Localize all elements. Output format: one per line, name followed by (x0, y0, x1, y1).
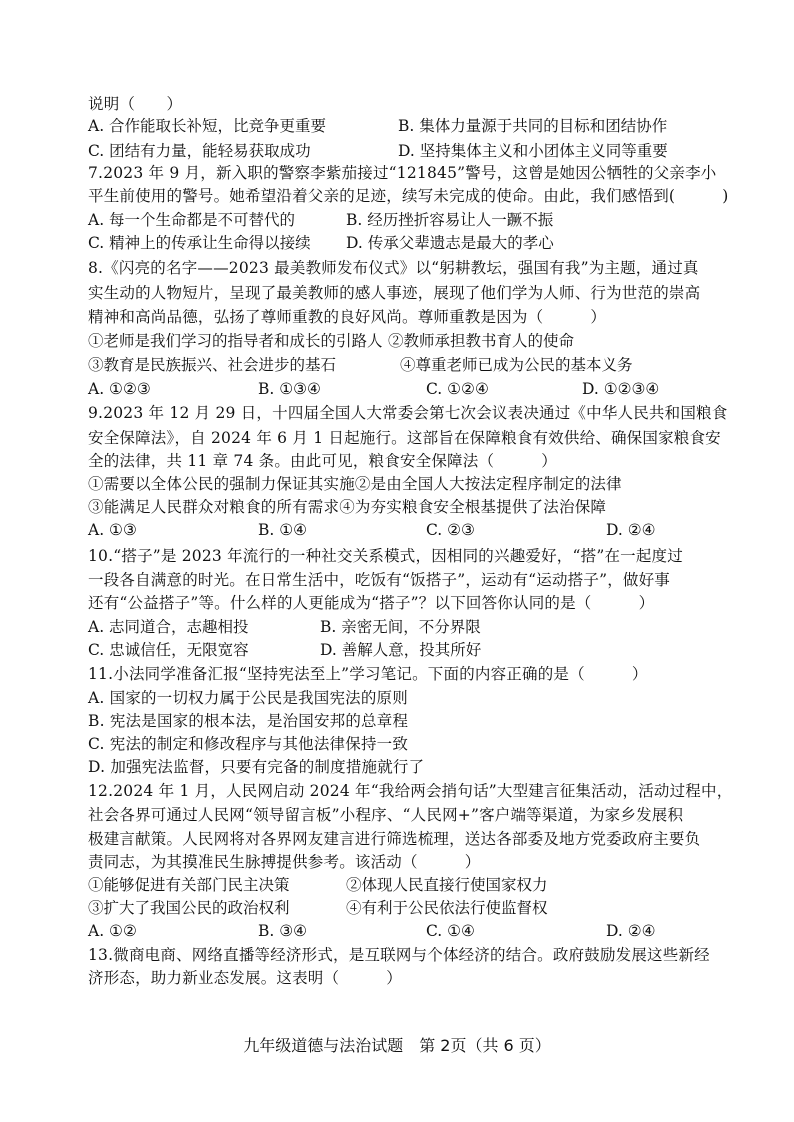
q12-stem-line2: 社会各界可通过人民网“领导留言板”小程序、“人民网+”客户端等渠道，为家乡发展积 (88, 806, 684, 824)
q9-option-c[interactable]: C. ②③ (426, 521, 475, 539)
q8-option-c[interactable]: C. ①②④ (426, 380, 489, 398)
q7-option-d[interactable]: D. 传承父辈遗志是最大的孝心 (346, 234, 554, 252)
q10-option-b[interactable]: B. 亲密无间，不分界限 (320, 618, 481, 636)
q6-option-d[interactable]: D. 坚持集体主义和小团体主义同等重要 (398, 142, 668, 160)
q12-statement-1: ①能够促进有关部门民主决策 (88, 876, 290, 894)
q12-statement-2: ②体现人民直接行使国家权力 (346, 876, 548, 894)
q7-stem-line2: 平生前使用的警号。她希望沿着父亲的足迹，续写未完成的使命。由此，我们感悟到( ) (88, 187, 729, 205)
q11-option-c[interactable]: C. 宪法的制定和修改程序与其他法律保持一致 (88, 735, 409, 753)
q10-option-c[interactable]: C. 忠诚信任，无限宽容 (88, 641, 249, 659)
q7-option-c[interactable]: C. 精神上的传承让生命得以接续 (88, 234, 311, 252)
q12-stem-line4: 责同志，为其摸准民生脉搏提供参考。该活动（ ） (88, 853, 481, 871)
q8-statement-4: ④尊重老师已成为公民的基本义务 (400, 356, 633, 374)
q8-option-d[interactable]: D. ①②③④ (582, 380, 660, 398)
q11-option-b[interactable]: B. 宪法是国家的根本法，是治国安邦的总章程 (88, 712, 409, 730)
q12-option-b[interactable]: B. ③④ (258, 922, 308, 940)
q9-option-a[interactable]: A. ①③ (88, 521, 137, 539)
q9-stem-line1: 9.2023 年 12 月 29 日，十四届全国人大常委会第七次会议表决通过《中华人民共和国粮食 (88, 404, 728, 422)
q10-stem-line3: 还有“公益搭子”等。什么样的人更能成为“搭子”？以下回答你认同的是（ ） (88, 594, 655, 612)
q8-option-b[interactable]: B. ①③④ (258, 380, 321, 398)
q9-statements-12: ①需要以全体公民的强制力保证其实施②是由全国人大按法定程序制定的法律 (88, 475, 622, 493)
q11-stem: 11.小法同学准备汇报“坚持宪法至上”学习笔记。下面的内容正确的是（ ） (88, 665, 648, 683)
q9-stem-line2: 安全保障法》，自 2024 年 6 月 1 日起施行。这部旨在保障粮食有效供给、确保国家粮食安 (88, 429, 721, 447)
q9-statements-34: ③能满足人民群众对粮食的所有需求④为夯实粮食安全根基提供了法治保障 (88, 498, 607, 516)
q8-stem-line1: 8.《闪亮的名字——2023 最美教师发布仪式》以“躬耕教坛，强国有我”为主题，通过真 (88, 259, 699, 277)
q10-option-d[interactable]: D. 善解人意，投其所好 (320, 641, 482, 659)
q8-stem-line3: 精神和高尚品德，弘扬了尊师重教的良好风尚。尊师重教是因为（ ） (88, 308, 607, 326)
q13-stem-line2: 济形态，助力新业态发展。这表明（ ） (88, 969, 403, 987)
q10-stem-line2: 一段各自满意的时光。在日常生活中，吃饭有“饭搭子”，运动有“运动搭子”，做好事 (88, 571, 670, 589)
q12-statement-4: ④有利于公民依法行使监督权 (346, 899, 548, 917)
q11-option-d[interactable]: D. 加强宪法监督，只要有完备的制度措施就行了 (88, 758, 425, 776)
q8-option-a[interactable]: A. ①②③ (88, 380, 151, 398)
q7-option-b[interactable]: B. 经历挫折容易让人一蹶不振 (346, 211, 554, 229)
page-footer: 九年级道德与法治试题 第 2页（共 6 页） (243, 1036, 551, 1055)
q8-statement-1: ①老师是我们学习的指导者和成长的引路人 (88, 332, 383, 350)
q12-option-a[interactable]: A. ①② (88, 922, 137, 940)
q12-stem-line1: 12.2024 年 1 月，人民网启动 2024 年“我给两会捎句话”大型建言征集活动，活动过程中， (88, 782, 733, 800)
q6-option-a[interactable]: A. 合作能取长补短，比竞争更重要 (88, 117, 327, 135)
continued-stem: 说明（ ） (88, 95, 183, 113)
q12-option-c[interactable]: C. ①④ (426, 922, 475, 940)
q6-option-c[interactable]: C. 团结有力量，能轻易获取成功 (88, 142, 311, 160)
q10-option-a[interactable]: A. 志同道合，志趣相投 (88, 618, 249, 636)
q8-statement-3: ③教育是民族振兴、社会进步的基石 (88, 356, 337, 374)
q9-option-b[interactable]: B. ①④ (258, 521, 308, 539)
q7-stem-line1: 7.2023 年 9 月，新入职的警察李紫茄接过“121845”警号，这曾是她因公牺牲的父亲李小 (88, 164, 717, 182)
q10-stem-line1: 10.“搭子”是 2023 年流行的一种社交关系模式，因相同的兴趣爱好，“搭”在一起度过 (88, 547, 683, 565)
q12-statement-3: ③扩大了我国公民的政治权利 (88, 899, 290, 917)
q9-stem-line3: 全的法律，共 11 章 74 条。由此可见，粮食安全保障法（ ） (88, 452, 557, 470)
q12-option-d[interactable]: D. ②④ (606, 922, 656, 940)
q13-stem-line1: 13.微商电商、网络直播等经济形式，是互联网与个体经济的结合。政府鼓励发展这些新经 (88, 946, 710, 964)
q7-option-a[interactable]: A. 每一个生命都是不可替代的 (88, 211, 296, 229)
q6-option-b[interactable]: B. 集体力量源于共同的目标和团结协作 (398, 117, 668, 135)
q8-stem-line2: 实生动的人物短片，呈现了最美教师的感人事迹，展现了他们学为人师、行为世范的崇高 (88, 284, 701, 302)
q9-option-d[interactable]: D. ②④ (606, 521, 656, 539)
q8-statement-2: ②教师承担教书育人的使命 (388, 332, 575, 350)
q11-option-a[interactable]: A. 国家的一切权力属于公民是我国宪法的原则 (88, 689, 408, 707)
q12-stem-line3: 极建言献策。人民网将对各界网友建言进行筛选梳理，送达各部委及地方党委政府主要负 (88, 830, 701, 848)
